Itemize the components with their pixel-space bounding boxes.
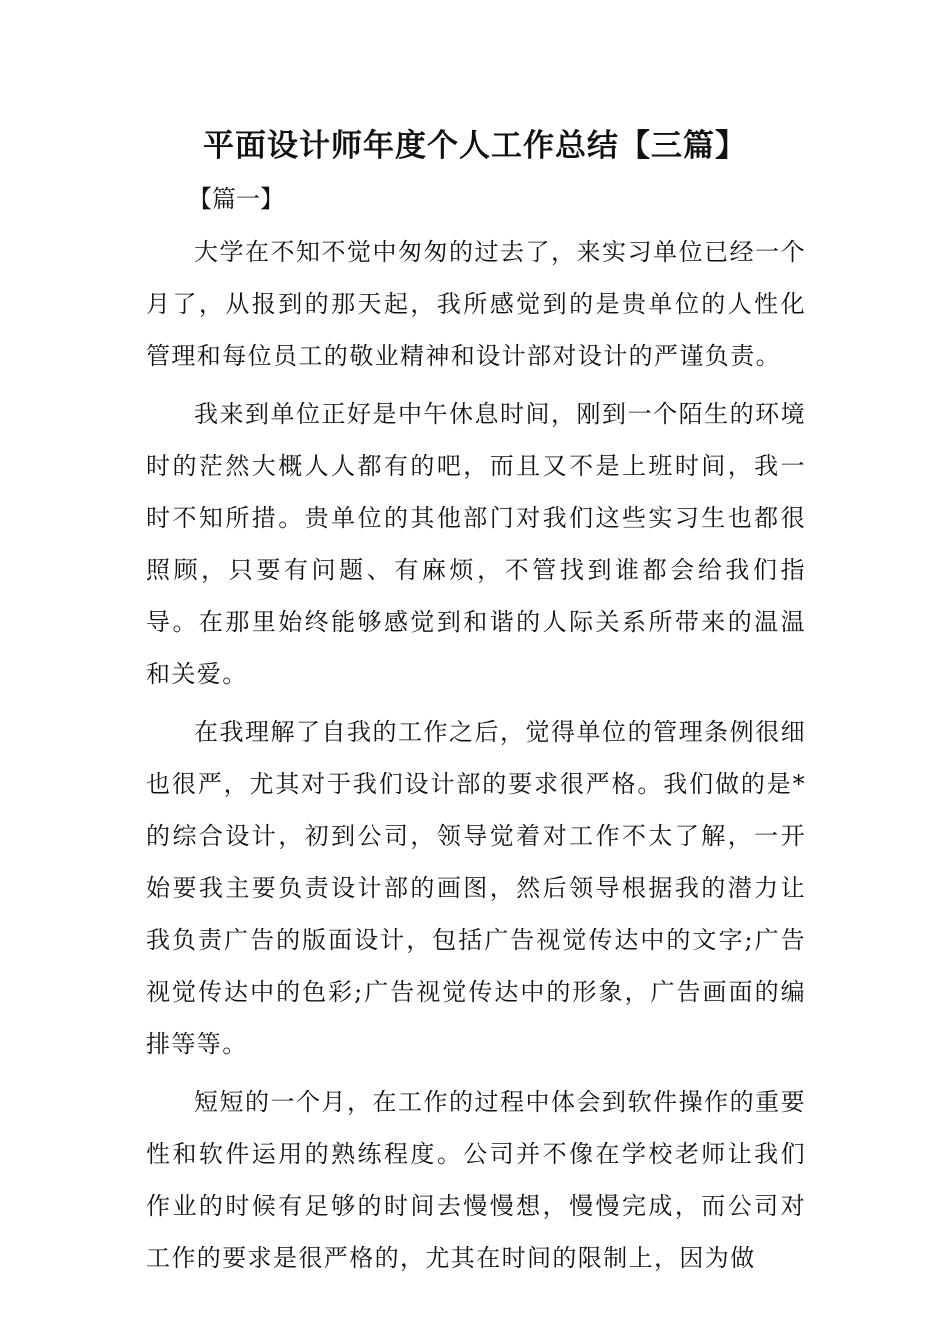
section-heading: 【篇一】 [188,185,284,213]
paragraph: 我来到单位正好是中午休息时间，刚到一个陌生的环境时的茫然大概人人都有的吧，而且又不是上班时间，我一时不知所措。贵单位的其他部门对我们这些实习生也都很照顾，只要有问题、有麻烦，不管找到谁都会给我们指导。在那里始终能够感觉到和谐的人际关系所带来的温温和关爱。 [146,400,806,688]
paragraph: 在我理解了自我的工作之后，觉得单位的管理条例很细也很严，尤其对于我们设计部的要求很严格。我们做的是*的综合设计，初到公司，领导觉着对工作不太了解，一开始要我主要负责设计部的画图，然后领导根据我的潜力让我负责广告的版面设计，包括广告视觉传达中的文字;广告视觉传达中的色彩;广告视觉传达中的形象，广告画面的编排等等。 [146,718,806,1058]
document-body [146,226,806,1290]
paragraph: 大学在不知不觉中匆匆的过去了，来实习单位已经一个月了，从报到的那天起，我所感觉到的是贵单位的人性化管理和每位员工的敬业精神和设计部对设计的严谨负责。 [146,238,806,370]
document-title: 平面设计师年度个人工作总结【三篇】 [203,128,747,164]
paragraph: 短短的一个月，在工作的过程中体会到软件操作的重要性和软件运用的熟练程度。公司并不像在学校老师让我们作业的时候有足够的时间去慢慢想，慢慢完成，而公司对工作的要求是很严格的，尤其在时间的限制上，因为做 [146,1088,806,1272]
